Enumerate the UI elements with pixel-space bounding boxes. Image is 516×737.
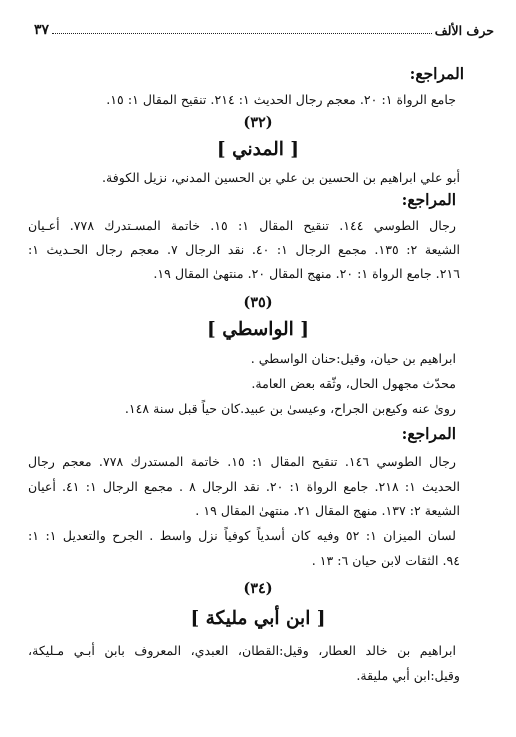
reference-line: جامع الرواة ١: ٢٠. معجم رجال الحديث ١: ٢١٤. تنقيح المقال ١: ١٥. xyxy=(106,92,456,107)
reference-line: لسان الميزان ١: ٥٢ وفيه كان أسدياً كوفياً نزل واسط . الجرح والتعديل ١: ١: xyxy=(28,528,456,543)
running-header xyxy=(34,18,494,38)
reference-line: ٢١٦. جامع الرواة ١: ٢٠. منهج المقال ٢٠. منتهىٰ المقال ١٩. xyxy=(153,266,460,281)
references-heading: المراجع: xyxy=(401,190,456,209)
reference-line: الشيعة ٢: ١٣٧. منهج المقال ٢١. منتهىٰ المقال ١٩ . xyxy=(195,503,460,518)
entry-title: [ ابن أبي مليكة ] xyxy=(190,608,326,629)
reference-line: رجال الطوسي ١٤٦. تنقيح المقال ١: ١٥. خاتمة المستدرك ٧٧٨. معجم رجال xyxy=(28,454,456,469)
reference-line: ٩٤. الثقات لابن حيان ٦: ١٣ . xyxy=(311,553,460,568)
references-heading: المراجع: xyxy=(409,64,464,83)
entry-body-line: محدّث مجهول الحال، وثّقه بعض العامة. xyxy=(251,376,456,391)
header-dot-leader xyxy=(52,33,432,34)
references-heading: المراجع: xyxy=(401,424,456,443)
entry-body-line: ابراهيم بن حيان، وقيل:حنان الواسطي . xyxy=(250,351,456,366)
entry-title: [ المدني ] xyxy=(216,139,300,160)
reference-line: الشيعة ٢: ١٣٥. مجمع الرجال ١: ٤٠. نقد الرجال ٧. معجم رجال الحـديث ١: xyxy=(28,242,460,257)
running-header-title: حرف الألف xyxy=(434,23,494,38)
entry-number: (٣٢) xyxy=(243,114,273,131)
entry-body-line: أبو علي ابراهيم بن الحسين بن علي بن الحسين المدني، نزيل الكوفة. xyxy=(102,170,460,185)
entry-number: (٣٤) xyxy=(243,580,273,597)
entry-number: (٣٥) xyxy=(243,294,273,311)
entry-body-line: وقيل:ابن أبي مليقة. xyxy=(356,668,460,683)
reference-line: رجال الطوسي ١٤٤. تنقيح المقال ١: ١٥. خاتمة المسـتدرك ٧٧٨. أعـيان xyxy=(28,218,456,233)
entry-body-line: ابراهيم بن خالد العطار، وقيل:القطان، العبدي، المعروف بابن أبـي مـليكة، xyxy=(28,643,456,658)
entry-title: [ الواسطي ] xyxy=(207,319,309,340)
entry-body-line: روىٰ عنه وكيع‌بن الجراح، وعيسىٰ بن عبيد.كان حياً قبل سنة ١٤٨. xyxy=(124,401,456,416)
reference-line: الحديث ١: ٢١٨. جامع الرواة ١: ٢٠. نقد الرجال ٨ . مجمع الرجال ١: ٤١. أعيان xyxy=(28,479,460,494)
page-number: ٣٧ xyxy=(34,22,50,38)
